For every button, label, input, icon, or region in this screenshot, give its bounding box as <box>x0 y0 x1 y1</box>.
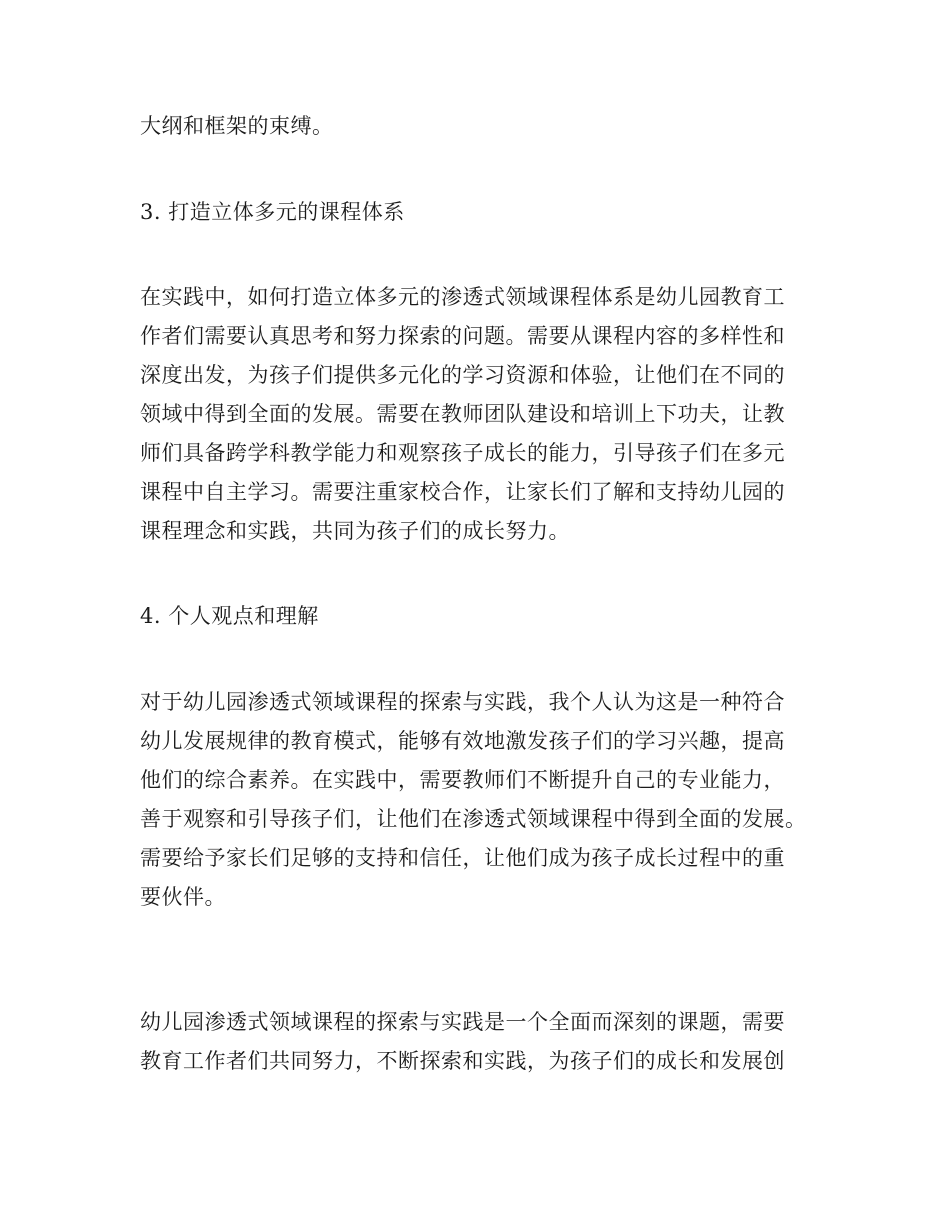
paragraph-line: 课程中自主学习。需要注重家校合作，让家长们了解和支持幼儿园的 <box>140 480 785 504</box>
paragraph-line: 作者们需要认真思考和努力探索的问题。需要从课程内容的多样性和 <box>140 324 785 348</box>
paragraph-line: 课程理念和实践，共同为孩子们的成长努力。 <box>140 519 570 543</box>
paragraph-line: 要伙伴。 <box>140 885 226 909</box>
paragraph-line: 大纲和框架的束缚。 <box>140 114 334 138</box>
paragraph-line: 对于幼儿园渗透式领域课程的探索与实践，我个人认为这是一种符合 <box>140 690 785 714</box>
paragraph-line: 需要给予家长们足够的支持和信任，让他们成为孩子成长过程中的重 <box>140 846 785 870</box>
paragraph-line: 教育工作者们共同努力，不断探索和实践，为孩子们的成长和发展创 <box>140 1049 785 1073</box>
section-heading-3: 3. 打造立体多元的课程体系 <box>140 200 405 224</box>
paragraph-line: 他们的综合素养。在实践中，需要教师们不断提升自己的专业能力， <box>140 768 785 792</box>
paragraph-line: 深度出发，为孩子们提供多元化的学习资源和体验，让他们在不同的 <box>140 363 785 387</box>
paragraph-line: 师们具备跨学科教学能力和观察孩子成长的能力，引导孩子们在多元 <box>140 441 785 465</box>
paragraph-line: 领域中得到全面的发展。需要在教师团队建设和培训上下功夫，让教 <box>140 402 785 426</box>
section-heading-4: 4. 个人观点和理解 <box>140 604 319 628</box>
paragraph-line: 在实践中，如何打造立体多元的渗透式领域课程体系是幼儿园教育工 <box>140 285 785 309</box>
paragraph-line: 幼儿园渗透式领域课程的探索与实践是一个全面而深刻的课题，需要 <box>140 1010 785 1034</box>
paragraph-line: 善于观察和引导孩子们，让他们在渗透式领域课程中得到全面的发展。 <box>140 807 807 831</box>
paragraph-line: 幼儿发展规律的教育模式，能够有效地激发孩子们的学习兴趣，提高 <box>140 729 785 753</box>
